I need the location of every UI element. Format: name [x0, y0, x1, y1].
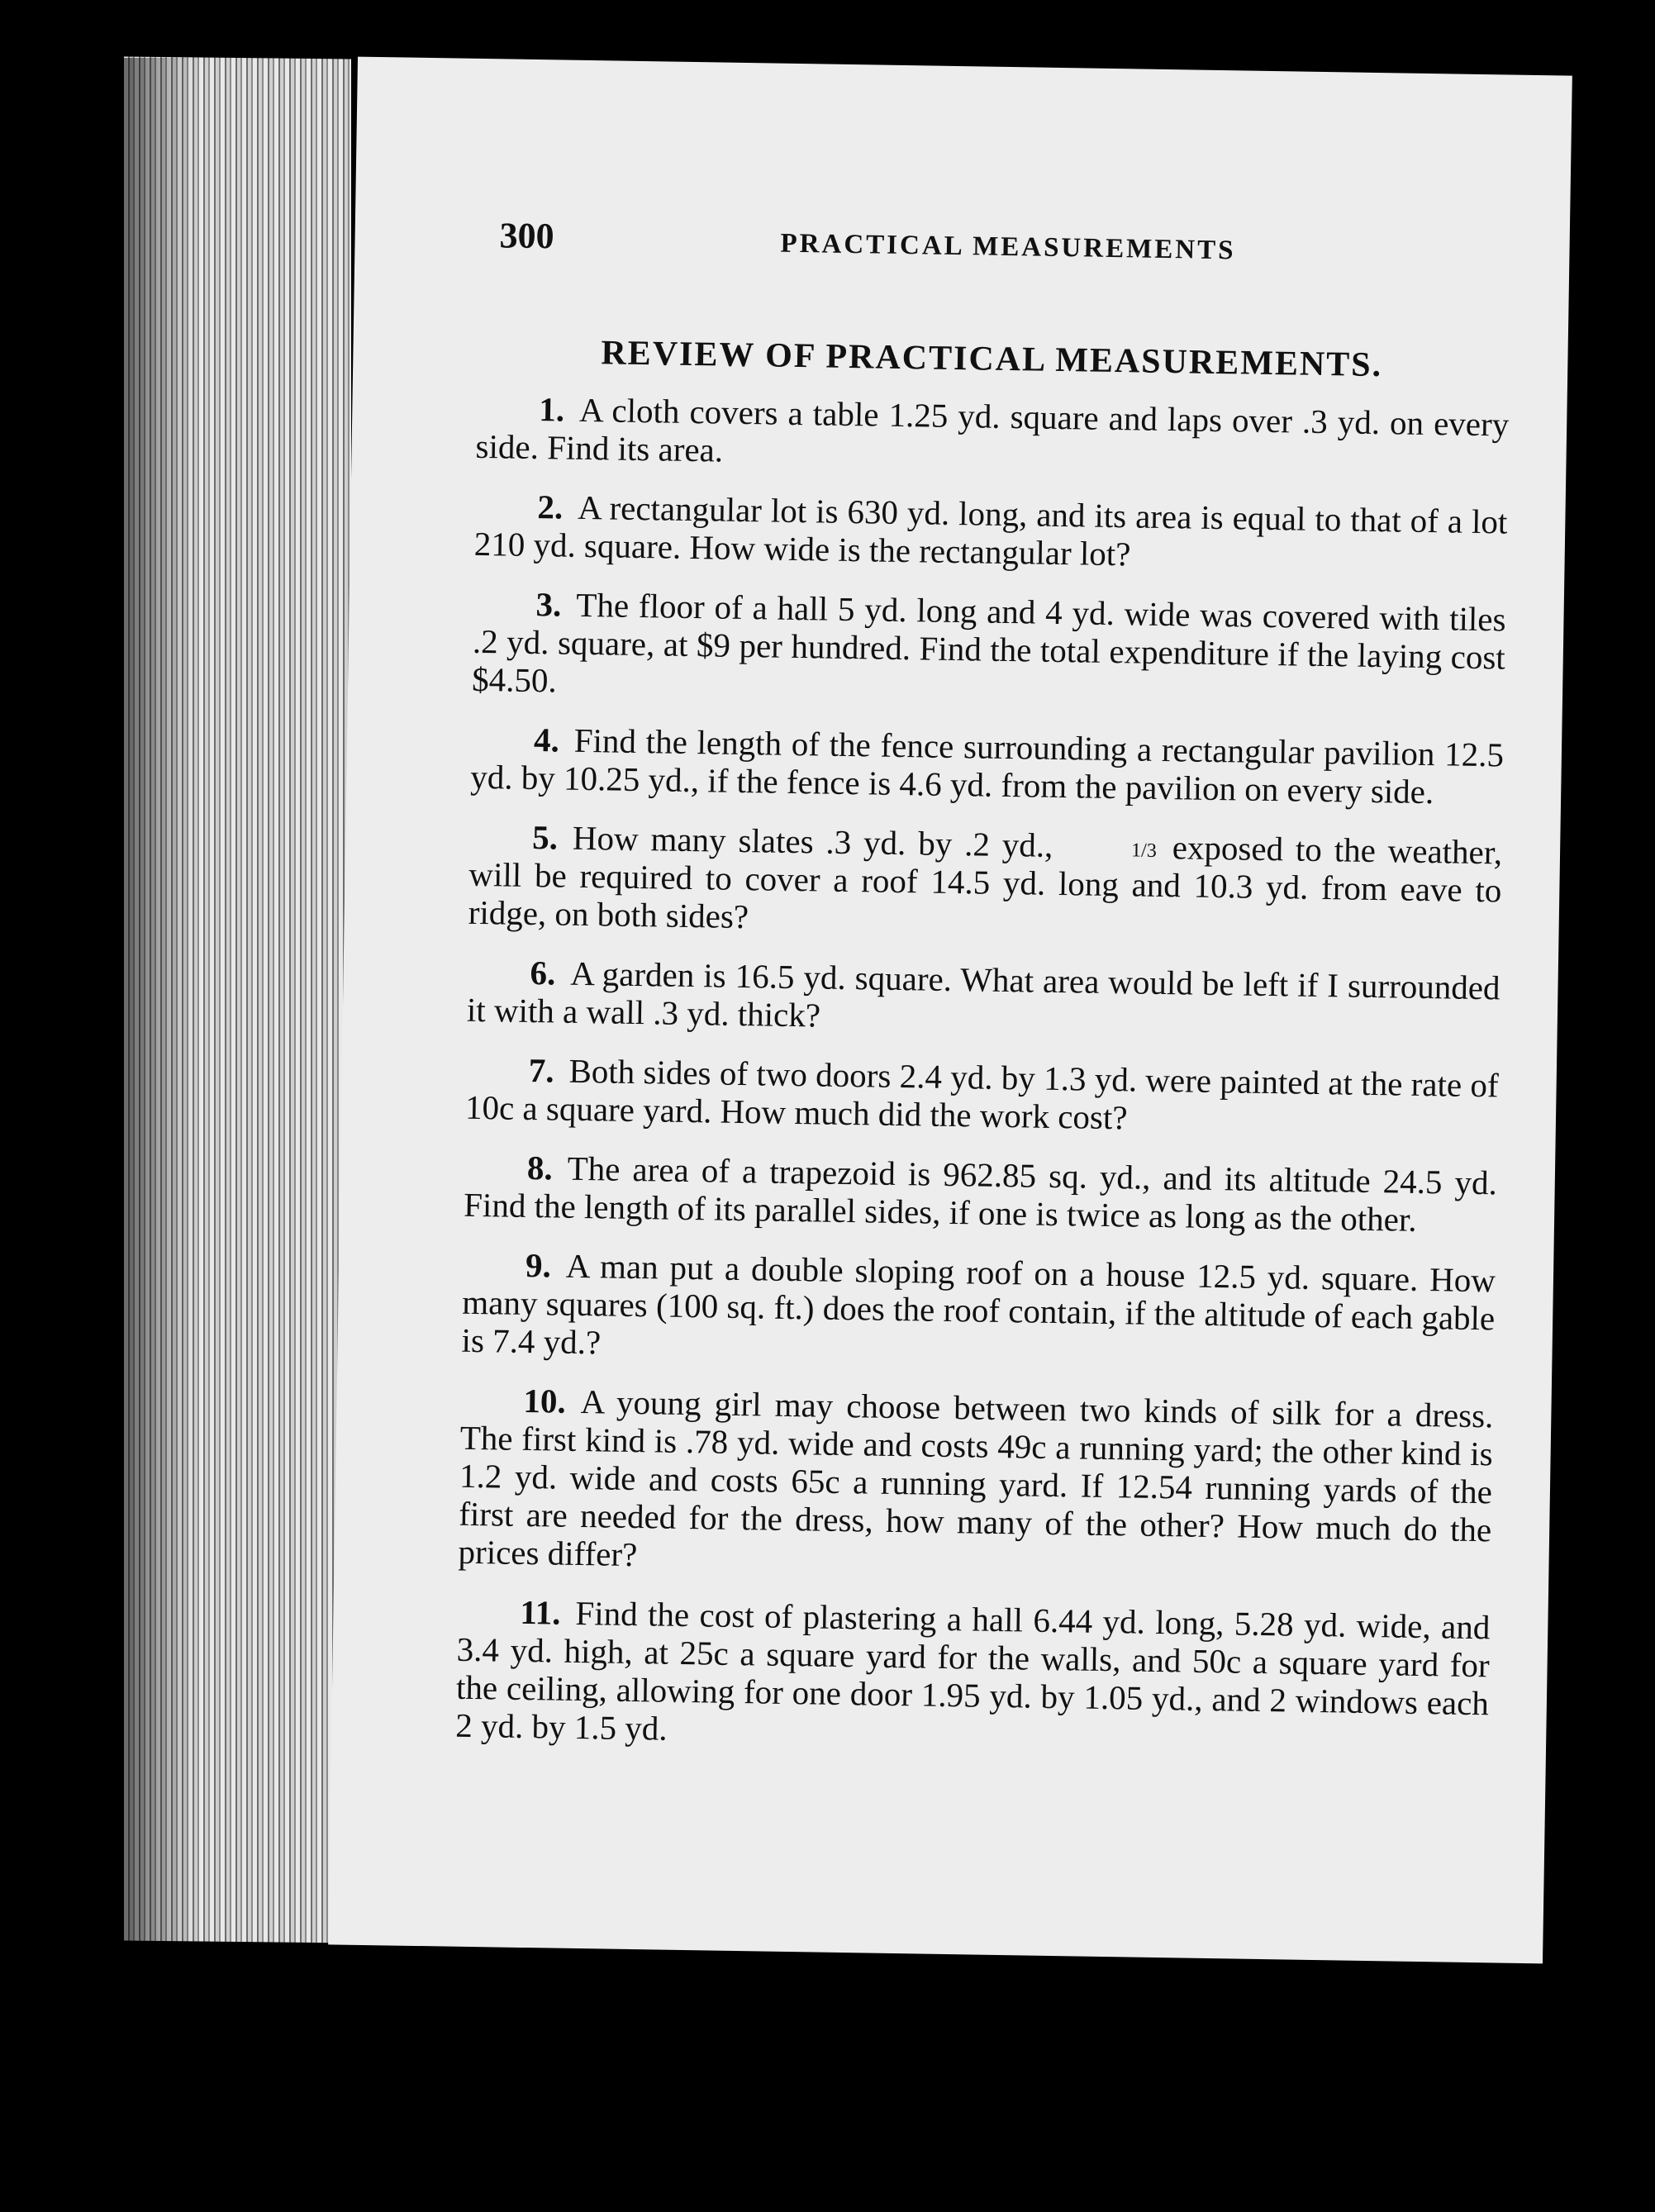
running-head — [499, 214, 1326, 277]
problem-8 — [464, 1148, 1497, 1240]
problem-11 — [455, 1592, 1491, 1761]
problem-9 — [461, 1245, 1496, 1376]
problem-3 — [472, 584, 1506, 715]
section-title: REVIEW OF PRACTICAL MEASUREMENTS. — [601, 334, 1383, 385]
problem-text: A man put a double sloping roof on a house 12.5 yd. square. How many squares (100 sq. ft.) does the roof contain, if the altitude of each gable is 7.4 yd.? — [461, 1246, 1496, 1362]
problem-number: 8. — [526, 1148, 554, 1187]
problem-4 — [470, 720, 1504, 812]
problem-7 — [465, 1050, 1499, 1143]
problem-6 — [467, 953, 1500, 1045]
problem-list — [455, 389, 1510, 1781]
page-number: 300 — [499, 215, 555, 257]
page-edges-shadow — [124, 58, 198, 1942]
problem-text: Find the cost of plastering a hall 6.44 yd. long, 5.28 yd. wide, and 3.4 yd. high, at 25c a square yard for the walls, and 50c a square yard for the ceiling, allowing for one door 1.95 yd. by 1.05 yd., and 2 windows each 2 yd. by 1.5 yd. — [454, 1593, 1491, 1748]
problem-number: 4. — [533, 721, 560, 759]
problem-text: The area of a trapezoid is 962.85 sq. yd., and its altitude 24.5 yd. Find the length of its parallel sides, if one is twice as long as the other. — [463, 1149, 1498, 1239]
problem-number: 3. — [535, 585, 562, 624]
book-page — [328, 57, 1572, 1964]
problem-text: The floor of a hall 5 yd. long and 4 yd. wide was covered with tiles .2 yd. square, at $9 per hundred. Find the total expenditure if the laying cost $4.50. — [471, 585, 1506, 700]
problem-1 — [475, 389, 1509, 482]
problem-text: Both sides of two doors 2.4 yd. by 1.3 yd. were painted at the rate of 10c a square yard. How much did the work cost? — [464, 1051, 1500, 1137]
problem-number: 7. — [528, 1050, 554, 1090]
problem-text-after: exposed to the weather, will be required to cover a roof 14.5 yd. long and 10.3 yd. from eave to ridge, on both sides? — [468, 828, 1503, 936]
problem-10 — [458, 1381, 1493, 1587]
problem-number: 10. — [523, 1381, 567, 1420]
problem-number: 1. — [539, 390, 565, 429]
problem-text: A young girl may choose between two kinds of silk for a dress. The first kind is .78 yd. wide and costs 49c a running yard; the other kind is 1.2 yd. wide and costs 65c a running yard. If 12.54 running yards of the first are needed for the dress, how many of the other? How much do the prices differ? — [458, 1382, 1494, 1574]
running-title: PRACTICAL MEASUREMENTS — [780, 228, 1236, 266]
problem-text: Find the length of the fence surrounding a rectangular pavilion 12.5 yd. by 10.25 yd., if the fence is 4.6 yd. from the pavilion on every side. — [470, 721, 1505, 811]
problem-number: 11. — [520, 1592, 561, 1632]
problem-number: 2. — [537, 488, 564, 526]
problem-number: 6. — [530, 954, 556, 992]
problem-number: 5. — [531, 818, 559, 857]
problem-text: A cloth covers a table 1.25 yd. square and laps over .3 yd. on every side. Find its area. — [475, 390, 1510, 469]
problem-text: A garden is 16.5 yd. square. What area would be left if I surrounded it with a wall .3 yd. thick? — [466, 954, 1500, 1035]
problem-number: 9. — [525, 1245, 552, 1285]
problem-2 — [473, 487, 1507, 579]
problem-text: A rectangular lot is 630 yd. long, and its area is equal to that of a lot 210 yd. square. How wide is the rectangular lot? — [473, 488, 1508, 573]
fraction-one-third: 1/3 — [1130, 840, 1158, 862]
problem-text-before: How many slates .3 yd. by .2 yd., — [572, 818, 1053, 864]
problem-5 — [468, 817, 1502, 948]
